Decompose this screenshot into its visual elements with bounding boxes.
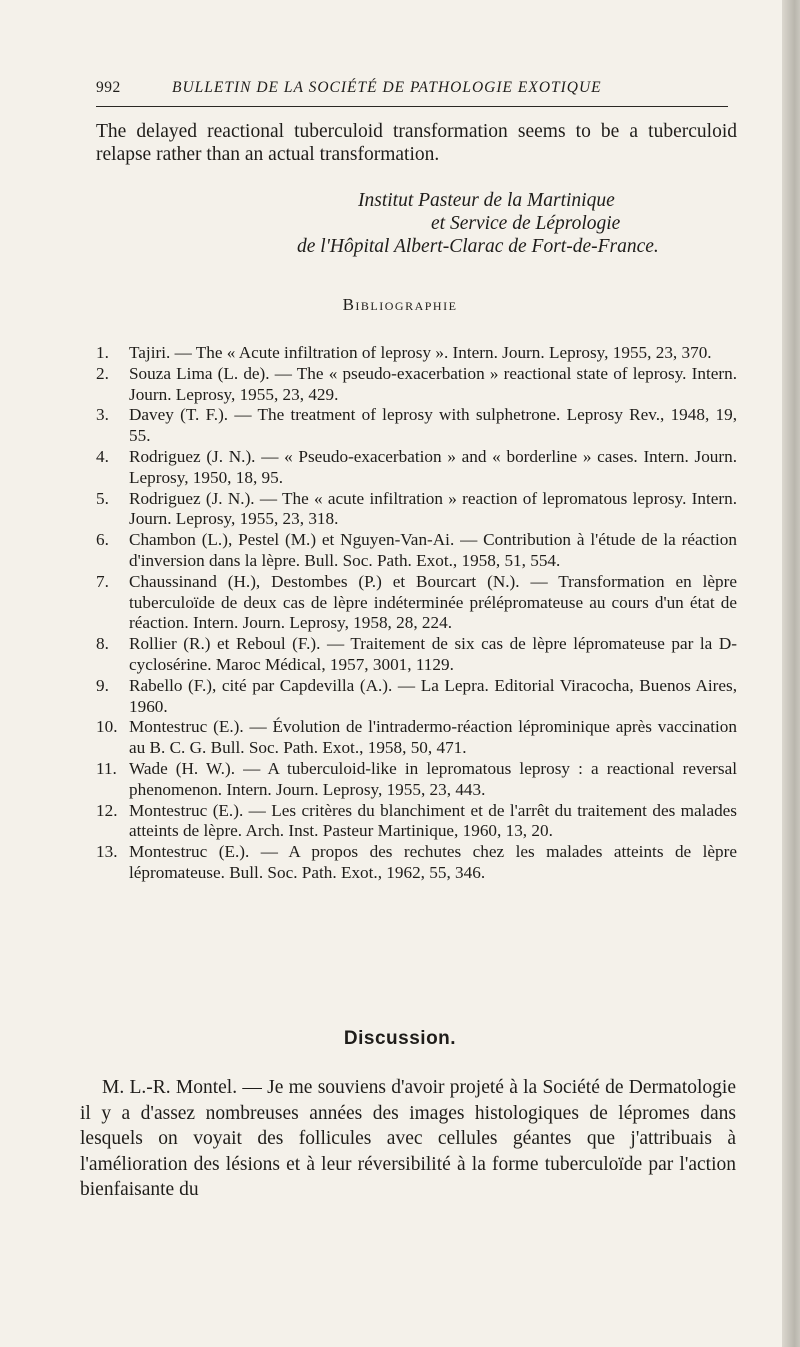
reference-number: 7.: [96, 571, 109, 591]
reference-item: [96, 343, 737, 364]
discussion-paragraph: M. L.-R. Montel. — Je me souviens d'avoir projeté à la Société de Dermatologie il y a d'assez nombreuses années des images histologiques de lépromes dans lesquels on voyait des follicules avec cellules géantes que j'attribuais à l'amélioration des lésions et à leur réversibilité à la forme tuberculoïde par l'action bienfaisante du: [80, 1077, 736, 1200]
signature-line-3: de l'Hôpital Albert-Clarac de Fort-de-France.: [297, 236, 659, 257]
reference-item: [96, 572, 737, 634]
reference-number: 2.: [96, 363, 109, 383]
reference-number: 3.: [96, 405, 109, 425]
reference-text: Wade (H. W.). — A tuberculoid-like in lepromatous leprosy : a reactional reversal phenomenon. Intern. Journ. Leprosy, 1955, 23, 443.: [129, 758, 737, 799]
reference-text: Montestruc (E.). — Évolution de l'intradermo-réaction léprominique après vaccination au B. C. G. Bull. Soc. Path. Exot., 1958, 50, 471.: [129, 717, 737, 758]
reference-item: [96, 364, 737, 406]
reference-text: Tajiri. — The « Acute infiltration of leprosy ». Intern. Journ. Leprosy, 1955, 23, 370.: [129, 343, 712, 362]
reference-item: [96, 447, 737, 489]
reference-number: 12.: [96, 800, 118, 820]
reference-item: [96, 489, 737, 531]
reference-text: Rabello (F.), cité par Capdevilla (A.). — La Lepra. Editorial Viracocha, Buenos Aires, 1960.: [129, 675, 737, 716]
reference-item: [96, 676, 737, 718]
reference-item: [96, 530, 737, 572]
reference-text: Rodriguez (J. N.). — The « acute infiltration » reaction of lepromatous leprosy. Intern. Journ. Leprosy, 1955, 23, 318.: [129, 488, 737, 529]
reference-text: Souza Lima (L. de). — The « pseudo-exacerbation » reactional state of leprosy. Intern. Journ. Leprosy, 1955, 23, 429.: [129, 363, 737, 404]
reference-item: [96, 842, 737, 884]
reference-text: Rollier (R.) et Reboul (F.). — Traitement de six cas de lèpre lépromateuse par la D-cyclosérine. Maroc Médical, 1957, 3001, 1129.: [129, 634, 737, 674]
reference-number: 4.: [96, 446, 109, 466]
reference-number: 1.: [96, 343, 109, 362]
page-number: 992: [96, 79, 121, 96]
signature-line-2: et Service de Léprologie: [431, 213, 621, 234]
reference-text: Montestruc (E.). — A propos des rechutes chez les malades atteints de lèpre lépromateuse. Bull. Soc. Path. Exot., 1962, 55, 346.: [129, 842, 737, 882]
reference-text: Chambon (L.), Pestel (M.) et Nguyen-Van-Ai. — Contribution à l'étude de la réaction d'inversion dans la lèpre. Bull. Soc. Path. Exot., 1958, 51, 554.: [129, 530, 737, 570]
reference-list: [96, 343, 737, 884]
reference-number: 8.: [96, 634, 109, 654]
reference-item: [96, 801, 737, 843]
reference-text: Davey (T. F.). — The treatment of leprosy with sulphetrone. Leprosy Rev., 1948, 19, 55.: [129, 405, 737, 446]
reference-number: 6.: [96, 530, 109, 550]
reference-number: 9.: [96, 675, 109, 695]
intro-paragraph: The delayed reactional tuberculoid transformation seems to be a tuberculoid relapse rather than an actual transformation.: [96, 121, 737, 165]
bibliography-heading: Bibliographie: [342, 295, 458, 314]
discussion-heading: Discussion.: [343, 1028, 457, 1049]
reference-number: 5.: [96, 488, 109, 508]
reference-number: 10.: [96, 717, 118, 737]
page-edge-shadow: [782, 0, 800, 1347]
reference-text: Chaussinand (H.), Destombes (P.) et Bourcart (N.). — Transformation en lèpre tuberculoïde de deux cas de lèpre indéterminée prélépromateuse au cours d'un état de réaction. Intern. Journ. Leprosy, 1958, 28, 224.: [129, 571, 737, 633]
running-head: [96, 75, 732, 101]
signature-line-1: Institut Pasteur de la Martinique: [358, 190, 615, 211]
reference-text: Rodriguez (J. N.). — « Pseudo-exacerbation » and « borderline » cases. Intern. Journ. Leprosy, 1950, 18, 95.: [129, 446, 737, 487]
journal-title: BULLETIN DE LA SOCIÉTÉ DE PATHOLOGIE EXOTIQUE: [172, 79, 602, 96]
reference-item: [96, 405, 737, 447]
reference-number: 13.: [96, 842, 118, 862]
reference-text: Montestruc (E.). — Les critères du blanchiment et de l'arrêt du traitement des malades atteints de lèpre. Arch. Inst. Pasteur Martinique, 1960, 13, 20.: [129, 800, 737, 841]
reference-item: [96, 759, 737, 801]
reference-item: [96, 717, 737, 759]
reference-item: [96, 634, 737, 676]
header-rule: [96, 106, 728, 107]
reference-number: 11.: [96, 758, 117, 778]
